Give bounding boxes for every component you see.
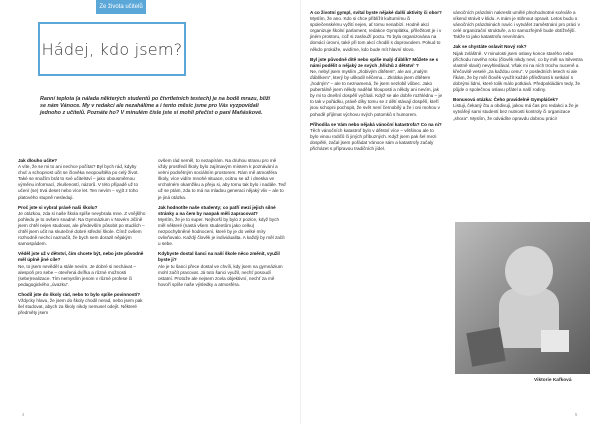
author-name: Viktorie Kafková <box>534 378 572 383</box>
answer: Myslím, že ano. Kdo si chce přiblížit kulturnímu či společenskému vyžití nejen, ať tomu nenabízí. Hodně akcí organizuje školní parlament, redakce Gymplátku, příležitost je i v jiném prostoru, což si zaslouží poctu. To byla organizována na domácí úrovni, také při tom akcí chodili s doprovodem. Pokud to někdo prokáže, uvidíme, kdo bude mít hlavní slovo. <box>310 16 442 52</box>
question: Jak se chystáte oslavit Nový rok? <box>453 44 527 50</box>
answer: Ne, nebyl jsem myslím „zlobivým dítětem“, ale ani „malým ďáblíkem“, který by uškodil něčemu... Zkrátka jsem dítětem „hodným“ – ale to neznamená, že jsem nezlobil vůbec. Jako pubertálně jsem někdy nadělal hlouposti a někdy ani nevím, jak by mi to dnešní dospělí vyčítali. Když se ale dobře rozhlédnu – je to tak v pořádku, právě díky tomu se z dětí stávají dospělí, kteří jsou schopni pochopit, že svět není černobílý a že i oni mohou v pohodě přijímat výchovu svých potomků s humorem. <box>310 68 443 117</box>
qa-block <box>158 205 286 248</box>
answer: Vždycky hlavu, že jsem do školy chodil nerad, nebo jsem pak šel studovat, abych za školy nikdy nemusel odejít. Některé předměty jsem <box>18 297 143 316</box>
section-label: Ze života učitelů <box>96 0 146 14</box>
page-number-right: 5 <box>575 412 578 417</box>
qa-block <box>158 251 286 288</box>
answer: Těch vánočních katastrof bylo v dětství více – většinou ale to bylo vinou rodičů či jiných příbuzných. Když jsem pak šel mezi dospělé, začal jsem pořádat Vánoce sám a katastrofy začaly přicházet s přípravou tradičních jídel. <box>310 127 437 151</box>
photo-toy-dark <box>466 327 505 366</box>
answer: Je otázkou, zda si naše škola spíše nevybrala mne. Z vnějšího pohledu je to ovšem snadné: Na Gymnázium v Novém Jičíně jsem chtěl nejen studovat, ale především působit po studiích – chtěl jsem učit na skutečné dobré střední škole. Čímž ovšem rozhodně nechci naznačit, že bych sem dorazil nějakým samospádem. <box>18 210 146 247</box>
qa-block <box>158 158 286 201</box>
left-column-2 <box>158 156 286 408</box>
question: A co životní gympl, svítal byste nějaké další aktivity či obor? <box>310 10 442 15</box>
answer: vánočních prázdnin nakreslit umělé plnohodnotné scénáře a víkend strávit v klidu. A mám je stihnout opravit. Letos budu o vánočních prázdninách navíc i vytvářet zaměstnání pro práci v celé organizační struktuře, a to samozřejmě bude obtížnější. Takže to jako katastrofu nevnímám. <box>453 10 580 40</box>
answer: Ale je tu šanci přece dostal ve chvíli, kdy jsem na gymnázium mohl začít pracovat. Já tuto šanci využil, nechť posoudí ostatní. Protože ale nejsem zcela objektivní, nechť za mě hovoří spíše naše výsledky a atmosféra. <box>158 263 283 287</box>
childhood-photo <box>455 222 590 374</box>
answer: Nijak zvláštně. V minulosti jsem oslavy konce starého nebo příchodu nového roku (člověk nikdy neví, co by měl na Silvestra vlastně slavit) nevyhledával. Však mi na ních trochu nuceně a křečovitě veselé „za každou cenu“. V posledních letech si ale říkám, že by měl člověk využít každé příležitosti k setkání s dobrými lidmi, které tolik málo potkává. Předpokládám tedy, že půjde o společnou oslavu přátel a naší rodiny. <box>453 50 583 93</box>
question: Věděl jste už v dětství, čím chcete být, nebo jste původně měl úplně jiné cíle? <box>18 251 144 263</box>
question: Kdybyste dostal šanci na naší škole něco změnit, využil byste ji? <box>158 251 280 263</box>
question: Chodil jste do školy rád, nebo to bylo spíše povinností? <box>18 291 141 297</box>
headline-box <box>38 22 186 76</box>
photo-child-head <box>505 246 553 296</box>
question: Bonusová otázka: Čeho pravidelně Gympláček? <box>453 97 558 103</box>
headline: Hádej, kdo jsem? <box>41 39 183 59</box>
qa-block <box>453 97 586 121</box>
qa-block <box>310 122 443 152</box>
answer: Listuji, čekaný čtu a obdivuji, jakou má čas pro redakci a že je vytvářejí sami studenti bez nutnosti kontroly či organizace „shora“. Myslím, že odvádíte opravdu dobrou práci! <box>453 103 579 121</box>
qa-block <box>18 251 146 288</box>
intro-text: Ranní teplota (a nálada některých studentů po čtvrtletních testech) je na bodě mrazu, blíží se nám Vánoce. My v redakci ale nezahálíme a i tento měsíc jsme pro Vás vyzpovídali jednoho z učitelů. Poznáte ho? V minulém čísle jste si mohli přečíst o paní Maňáskové. <box>40 96 271 117</box>
question: Jak dlouho učíte? <box>18 158 58 163</box>
qa-block <box>310 57 443 118</box>
right-column-1 <box>310 8 443 388</box>
question: Byl jste původně dítě nebo spíše malý ďáblík? Můžete se s námi podělit o nějaký ze svých ‚hříchů z dětství‘ ? <box>310 56 439 68</box>
answer: A víte, že se mi to ani nechce počítat? Byl bych rád, kdyby chuť a schopnost učit se člověka neopouštěla po celý život. Také se snažím brát to své učitelství – jako obousměrnou výměnu informací, zkušeností, názorů. V této případě už to učení (se) trvá deset nebo více let. Ten nevím – vyjít z toho platového stupně nesleduji. <box>18 164 139 200</box>
qa-block <box>18 292 146 316</box>
qa-block <box>453 44 586 93</box>
question: Proč jste si vybral právě naši školu? <box>18 204 98 210</box>
qa-block <box>453 10 586 40</box>
qa-block <box>18 205 146 248</box>
qa-block <box>310 10 443 53</box>
question: Jak hodnotíte naše studenty; co patří mezi jejich silné stránky a na čem by naopak měli zapracovat? <box>158 204 276 216</box>
answer: Ne, to jsem nevěděl a stále nevím. Je dobré si nechávat – alespoň pro sebe – otevřená dvířka a různé možnosti (sebe)realizace. Tím nemyslím jenom v různé profese či pedagogického „úvazku“. <box>18 263 136 287</box>
answer: Myslím, že je to super. Nejhorší by bylo z pozice, když bych měl některé (nastá všem studentům jako celku) nezpochybněné hodnocení, které by je do velké míry ovlivňovalo. Každý člověk je individualita. A každý by měl začít u sebe. <box>158 216 285 247</box>
qa-block <box>18 158 146 201</box>
answer: ovšem rád neměl, to nezapírám. Na druhou stranu pro mě vždy prostředí školy bylo zajímavým místem k poznávání a velmi podnětným sociálním prostorem. Rám mě atmosféra školy, více vidím mnohé situace, ocitnu se až i dneska ve vrcholném okamžiku a přeju si, aby tomu tak bylo i nadále. Teď už se ptám, zda to má na mladou generaci nějaký vliv – ale to je jiná otázka. <box>158 158 286 200</box>
page-number-left: 4 <box>22 412 25 417</box>
left-columns <box>18 156 286 408</box>
left-column-1 <box>18 156 146 408</box>
question: Přihodila se Vám nebo nějaká vánoční katastrofa? Co na ni? <box>310 121 442 127</box>
photo-toy-light <box>541 330 569 352</box>
